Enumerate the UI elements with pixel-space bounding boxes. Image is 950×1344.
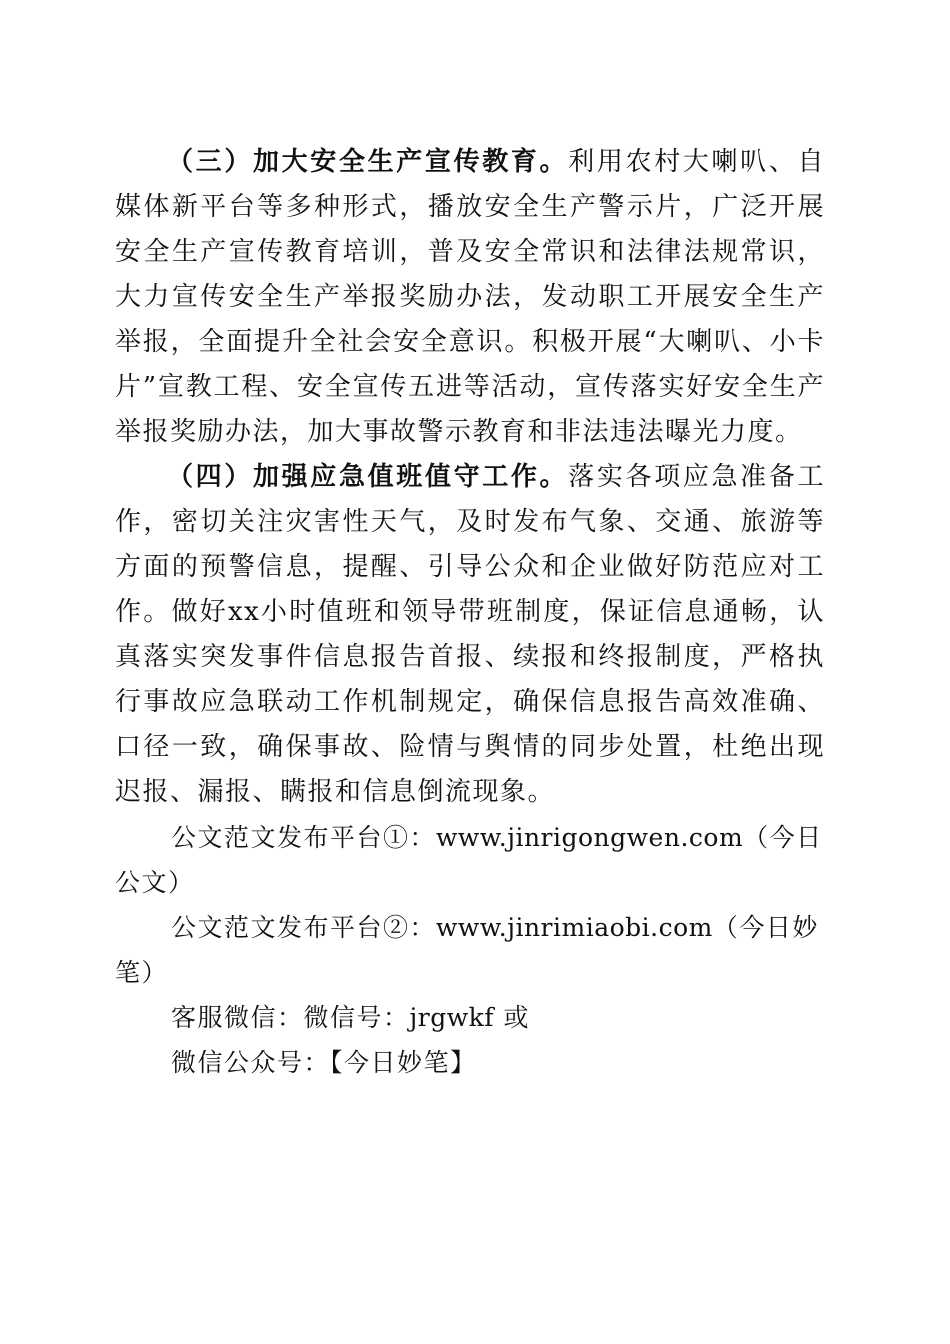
platform-2-line (115, 905, 825, 995)
section-4-heading: （四）加强应急值班值守工作。 (167, 462, 569, 492)
platform-2-label: 公文范文发布平台②： (171, 913, 437, 942)
service-wechat-line (115, 995, 825, 1040)
document-page (115, 140, 825, 1085)
platform-1-label: 公文范文发布平台①： (171, 823, 437, 852)
section-4-body: 落实各项应急准备工作，密切关注灾害性天气，及时发布气象、交通、旅游等方面的预警信息，提醒、引导公众和企业做好防范应对工作。做好xx小时值班和领导带班制度，保证信息通畅，认真落实突发事件信息报告首报、续报和终报制度，严格执行事故应急联动工作机制规定，确保信息报告高效准确、口径一致，确保事故、险情与舆情的同步处置，杜绝出现迟报、漏报、瞒报和信息倒流现象。 (115, 462, 825, 807)
section-3-paragraph (115, 140, 825, 455)
section-4-paragraph (115, 455, 825, 815)
official-account-label: 微信公众号： (171, 1048, 331, 1077)
service-wechat-label: 客服微信：微信号： (171, 1003, 410, 1032)
platform-1-name: （今日公文） (115, 823, 823, 897)
platform-2-name: （今日妙笔） (115, 913, 819, 987)
service-wechat-id: jrgwkf (409, 1003, 495, 1032)
official-account-line (115, 1040, 825, 1085)
platform-2-url: www.jinrimiaobi.com (436, 913, 713, 942)
section-3-heading: （三）加大安全生产宣传教育。 (167, 147, 569, 177)
platform-1-line (115, 815, 825, 905)
section-3-body: 利用农村大喇叭、自媒体新平台等多种形式，播放安全生产警示片，广泛开展安全生产宣传教育培训，普及安全常识和法律法规常识，大力宣传安全生产举报奖励办法，发动职工开展安全生产举报，全面提升全社会安全意识。积极开展“大喇叭、小卡片”宣教工程、安全宣传五进等活动，宣传落实好安全生产举报奖励办法，加大事故警示教育和非法违法曝光力度。 (115, 147, 825, 447)
platform-1-url: www.jinrigongwen.com (436, 823, 744, 852)
service-wechat-or: 或 (503, 1003, 530, 1032)
official-account-name: 【今日妙笔】 (330, 1048, 477, 1077)
